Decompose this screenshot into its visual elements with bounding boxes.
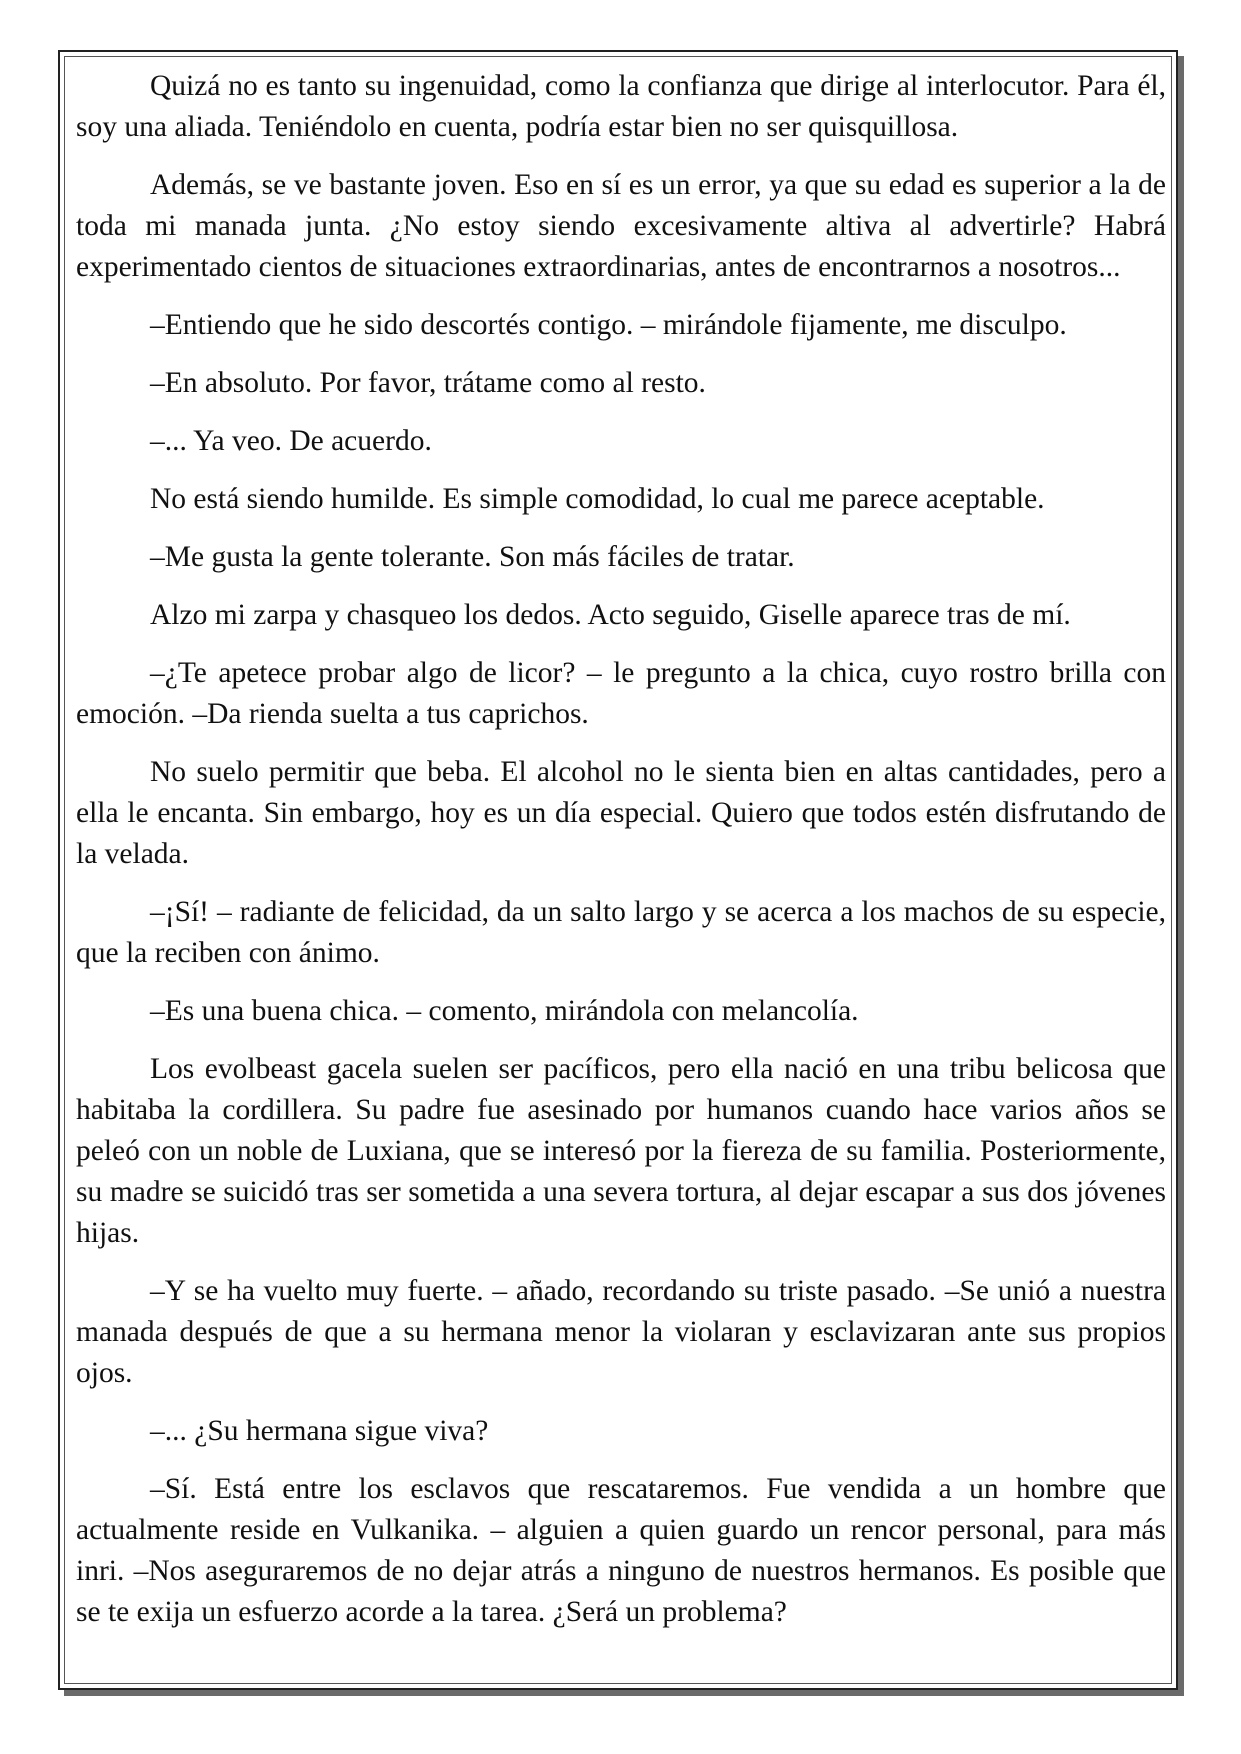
paragraph: No suelo permitir que beba. El alcohol no le sienta bien en altas cantidades, pero a ella le encanta. Sin embargo, hoy es un día especial. Quiero que todos estén disfrutando de la velada. <box>76 756 1166 870</box>
paragraph: –Me gusta la gente tolerante. Son más fáciles de tratar. <box>150 541 795 573</box>
text-body <box>76 66 1166 1650</box>
page-frame <box>58 50 1178 1690</box>
paragraph: –En absoluto. Por favor, trátame como al resto. <box>150 367 706 399</box>
paragraph: –¡Sí! – radiante de felicidad, da un salto largo y se acerca a los machos de su especie, que la reciben con ánimo. <box>76 896 1166 969</box>
paragraph: Quizá no es tanto su ingenuidad, como la confianza que dirige al interlocutor. Para él, soy una aliada. Teniéndolo en cuenta, podría estar bien no ser quisquillosa. <box>76 70 1166 143</box>
paragraph: Además, se ve bastante joven. Eso en sí es un error, ya que su edad es superior a la de toda mi manada junta. ¿No estoy siendo excesivamente altiva al advertirle? Habrá experimentado cientos de situaciones extraordinarias, antes de encontrarnos a nosotros... <box>76 169 1166 283</box>
paragraph: –Sí. Está entre los esclavos que rescataremos. Fue vendida a un hombre que actualmente reside en Vulkanika. – alguien a quien guardo un rencor personal, para más inri. –Nos aseguraremos de no dejar atrás a ninguno de nuestros hermanos. Es posible que se te exija un esfuerzo acorde a la tarea. ¿Será un problema? <box>76 1473 1166 1628</box>
paragraph: Alzo mi zarpa y chasqueo los dedos. Acto seguido, Giselle aparece tras de mí. <box>150 599 1071 631</box>
paragraph: –Entiendo que he sido descortés contigo. – mirándole fijamente, me disculpo. <box>150 309 1067 341</box>
paragraph: –¿Te apetece probar algo de licor? – le pregunto a la chica, cuyo rostro brilla con emoción. –Da rienda suelta a tus caprichos. <box>76 657 1166 730</box>
paragraph: Los evolbeast gacela suelen ser pacíficos, pero ella nació en una tribu belicosa que habitaba la cordillera. Su padre fue asesinado por humanos cuando hace varios años se peleó con un noble de Luxiana, que se interesó por la fiereza de su familia. Posteriormente, su madre se suicidó tras ser sometida a una severa tortura, al dejar escapar a sus dos jóvenes hijas. <box>76 1053 1166 1249</box>
paragraph: No está siendo humilde. Es simple comodidad, lo cual me parece aceptable. <box>150 483 1045 515</box>
paragraph: –Y se ha vuelto muy fuerte. – añado, recordando su triste pasado. –Se unió a nuestra manada después de que a su hermana menor la violaran y esclavizaran ante sus propios ojos. <box>76 1275 1166 1389</box>
paragraph: –... Ya veo. De acuerdo. <box>150 425 432 457</box>
paragraph: –... ¿Su hermana sigue viva? <box>150 1415 489 1447</box>
paragraph: –Es una buena chica. – comento, mirándola con melancolía. <box>150 995 859 1027</box>
